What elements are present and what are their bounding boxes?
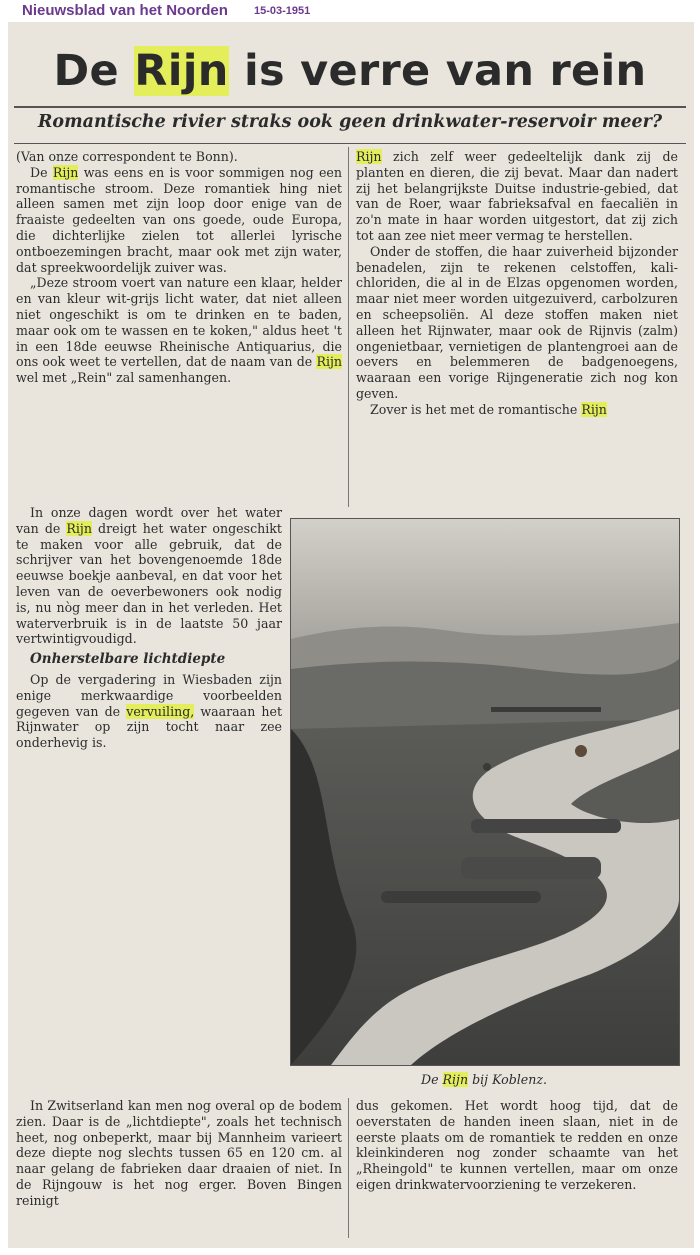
p1-text: was eens en is voor sommigen nog een romantische stroom. Deze romantiek hing niet alleen samen met zijn loop door enige van de fraaiste gedeelten van ons goede, oude Europa, die dichterlijke zielen tot allerlei lyrische ontboezemingen bracht, maar ook met zijn water, dat spreekwoordelijk zuiver was. — [16, 164, 342, 275]
left-column — [16, 149, 342, 386]
caption-highlight: Rijn — [442, 1072, 469, 1087]
p4-pre: Op de vergadering in Wiesbaden zijn enige merkwaardige voorbeelden gegeven van de — [16, 671, 282, 719]
bottom-right-column — [356, 1098, 678, 1193]
p2-pre: „Deze stroom voert van nature een klaar, helder en van kleur wit-grijs licht water, dat niet alleen niet ongeschikt is om te drinken en te baden, maar ook om te wassen en te koken," aldus heet 't in een 18de eeuwse Rheinische Antiquarius, die ons ook weet te vertellen, dat de naam van de — [16, 275, 342, 370]
caption-text: bij Koblenz. — [468, 1072, 548, 1087]
p1-pre: De — [30, 164, 53, 180]
paragraph-2 — [16, 275, 342, 386]
p4-highlight: vervuiling, — [126, 703, 195, 719]
narrow-column — [16, 505, 282, 751]
paragraph-8: In Zwitserland kan men nog overal op de bodem zien. Daar is de „lichtdiepte", zoals het technisch heet, nog onbeperkt, maar bij Mannheim varieert deze diepte nog slechts tussen 65 en 120 cm. al naar gelang de fabrieken daar draaien of niet. In de Rijngouw is het nog erger. Boven Bingen reinigt — [16, 1098, 342, 1208]
bottom-left-column — [16, 1098, 342, 1209]
headline-post: is verre van rein — [228, 46, 647, 96]
headline-highlight: Rijn — [134, 46, 229, 96]
column-divider-top — [348, 147, 349, 507]
p3-text: In onze dagen wordt over het water van de — [16, 505, 282, 536]
publication-date: 15-03-1951 — [254, 5, 311, 17]
p2-text: wel met „Rein" zal samenhangen. — [16, 370, 232, 386]
paragraph-6: Onder de stoffen, die haar zuiverheid bijzonder benadelen, zijn te rekenen celstoffen, kali-chloriden, die al in de Elzas opgenomen worden, maar niet meer worden uitgezuiverd, carbolzuren en scheepsoliën. Al deze stoffen maken niet alleen het Rijnwater, maar ook de Rijnvis (zalm) ongenietbaar, vernietigen de plantengroei aan de oevers en belemmeren de badgenoegens, waaraan een vorige Rijngeneratie zich nog kon geven. — [356, 243, 678, 401]
p3-text-2: dreigt het water ongeschikt te maken voor alle gebruik, dat de schrijver van het bovengenoemde 18de eeuwse boekje aanbeval, en dat voor het leven van de oeverbewoners ook nodig is, nu nòg meer dan in het verleden. Het waterverbruik is in de laatste 50 jaar vertwintigvoudigd. — [16, 520, 282, 647]
p4-text: waaraan het Rijnwater op zijn tocht naar zee onderhevig is. — [16, 703, 283, 751]
rhine-koblenz-photo — [291, 519, 679, 1065]
paragraph-9: dus gekomen. Het wordt hoog tijd, dat de oeverstaten de handen ineen slaan, niet in de eerste plaats om de romantiek te redden en onze kleinkinderen nog zonder schaamte van het „Rheingold" te kunnen vertellen, maar om onze eigen drinkwatervoorziening te verzekeren. — [356, 1098, 678, 1192]
p3-highlight: Rijn — [66, 520, 92, 536]
p1-highlight: Rijn — [52, 164, 79, 180]
headline-rule — [14, 106, 686, 108]
p7-text: Zover is het met de romantische — [370, 401, 582, 417]
photo-caption — [290, 1072, 678, 1087]
masthead — [0, 0, 700, 22]
river-photo — [290, 518, 680, 1066]
paragraph-1 — [16, 165, 342, 276]
byline: (Van onze correspondent te Bonn). — [16, 149, 238, 164]
subheadline: Romantische rivier straks ook geen drinkwater-reservoir meer? — [37, 112, 663, 132]
section-subheading: Onherstelbare lichtdiepte — [30, 651, 226, 668]
headline — [14, 44, 686, 98]
newspaper-name: Nieuwsblad van het Noorden — [22, 2, 228, 19]
paragraph-4 — [16, 672, 282, 751]
headline-pre: De — [53, 46, 135, 96]
p5-text: zich zelf weer gedeeltelijk dank zij de planten en dieren, die zij bevat. Maar dan nadert zij het belangrijkste Duitse industrie-gebied, dat van de Roer, waar fabrieksafval en faecaliën in zo'n mate in haar worden uitgestort, dat zij zich tot aan zee niet meer vermag te herstellen. — [356, 149, 678, 243]
subheadline-rule — [14, 143, 686, 144]
p7-highlight: Rijn — [581, 401, 607, 417]
p2-highlight: Rijn — [316, 354, 342, 370]
column-divider-bottom — [348, 1098, 349, 1238]
paragraph-5 — [356, 149, 678, 244]
caption-pre: De — [420, 1072, 443, 1087]
p5-highlight: Rijn — [356, 149, 382, 164]
paragraph-7 — [356, 402, 678, 418]
paragraph-3 — [16, 505, 282, 647]
right-column — [356, 149, 678, 418]
